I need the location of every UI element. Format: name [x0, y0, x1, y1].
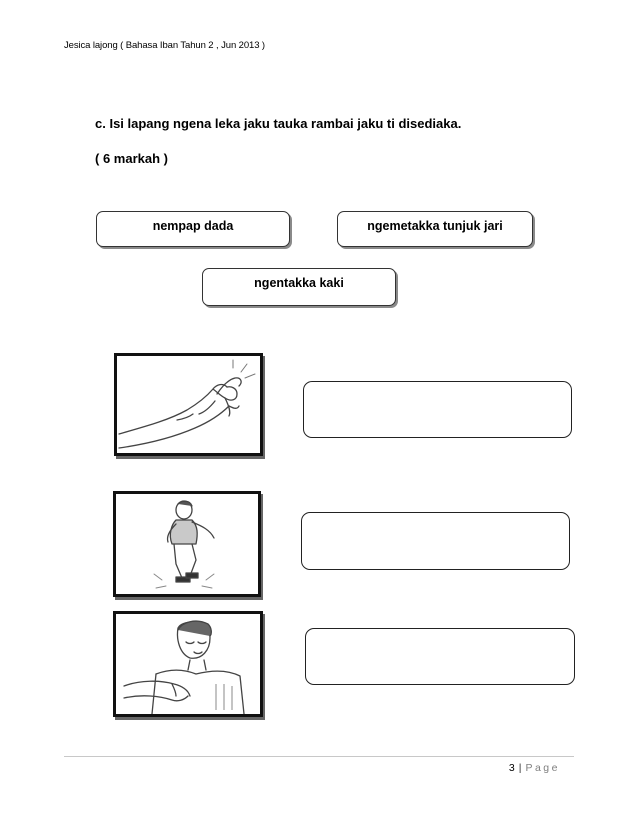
chest-pat-icon [116, 614, 260, 714]
page-footer [509, 762, 560, 774]
answer-box-2[interactable] [301, 512, 570, 570]
page-word: Page [525, 762, 560, 774]
footer-separator: | [518, 762, 522, 774]
footer-divider [64, 756, 574, 757]
finger-snap-icon [117, 356, 260, 453]
word-bank-item-2 [337, 211, 533, 247]
answer-box-1[interactable] [303, 381, 572, 438]
word-bank-label: ngentakka kaki [254, 276, 344, 290]
answer-box-3[interactable] [305, 628, 575, 685]
picture-foot-stamp [113, 491, 261, 597]
question-instruction: c. Isi lapang ngena leka jaku tauka rambai jaku ti disediaka. [95, 116, 462, 131]
question-marks: ( 6 markah ) [95, 151, 168, 166]
picture-chest-pat [113, 611, 263, 717]
word-bank-label: nempap dada [152, 219, 234, 233]
word-bank-label: ngemetakka tunjuk jari [367, 219, 503, 233]
word-bank-item-3 [202, 268, 396, 306]
foot-stamp-icon [116, 494, 258, 594]
picture-finger-snap [114, 353, 263, 456]
page-number: 3 [508, 762, 515, 774]
word-bank-item-1 [96, 211, 290, 247]
document-header: Jesica lajong ( Bahasa Iban Tahun 2 , Jun 2013 ) [64, 40, 265, 51]
